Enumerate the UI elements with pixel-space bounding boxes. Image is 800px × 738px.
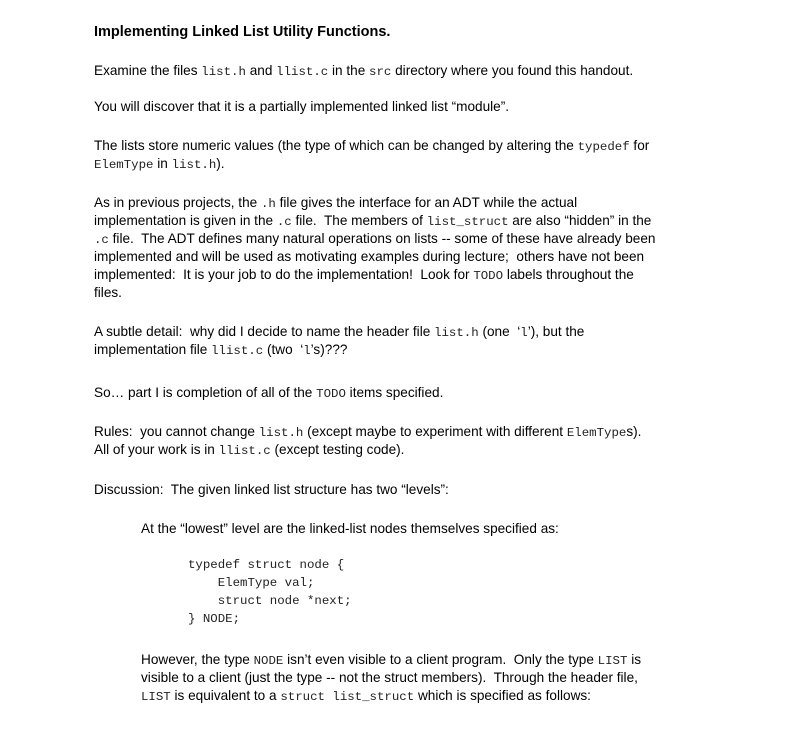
file-name-list-h: list.h <box>171 158 217 172</box>
text: (except testing code). <box>270 442 405 457</box>
text: isn’t even visible to a client program. Only the type <box>283 652 598 667</box>
text: and <box>245 63 277 78</box>
keyword-typedef: typedef <box>577 140 630 154</box>
text: directory where you found this handout. <box>391 63 634 78</box>
ext-h: .h <box>260 197 276 211</box>
text: However, the type <box>141 652 254 667</box>
text: is equivalent to a <box>170 688 281 703</box>
type-list-struct: list_struct <box>426 215 509 229</box>
text: file. The ADT defines many natural operations on lists -- some of these have already been <box>108 231 656 246</box>
letter-l: l <box>303 344 311 358</box>
ext-c: .c <box>94 233 109 247</box>
label-todo: TODO <box>316 387 346 401</box>
text: (except maybe to experiment with different <box>303 424 567 439</box>
dir-name-src: src <box>369 65 392 79</box>
text: in the <box>328 63 370 78</box>
file-name-list-h: list.h <box>258 426 304 440</box>
paragraph-previous-projects-line5 <box>94 266 634 285</box>
paragraph-examine-files <box>94 62 633 81</box>
text: which is specified as follows: <box>414 688 591 703</box>
type-elemtype: ElemType <box>566 426 627 440</box>
text: The lists store numeric values (the type of which can be changed by altering the <box>94 138 578 153</box>
text: implementation is given in the <box>94 213 277 228</box>
paragraph-subtle-detail-line2 <box>94 341 347 360</box>
text: A subtle detail: why did I decide to name the header file <box>94 324 435 339</box>
text: ’s)??? <box>310 342 348 357</box>
paragraph-however-line3 <box>141 687 591 706</box>
paragraph-part-one <box>94 384 443 403</box>
paragraph-lowest-level: At the “lowest” level are the linked-list nodes themselves specified as: <box>141 521 559 536</box>
code-line-2: ElemType val; <box>188 576 315 590</box>
text: So… part I is completion of all of the <box>94 385 317 400</box>
paragraph-however-line1 <box>141 651 641 670</box>
label-todo: TODO <box>473 269 504 283</box>
text: Examine the files <box>94 63 202 78</box>
text: s). <box>626 424 642 439</box>
text: items specified. <box>345 385 444 400</box>
code-line-3: struct node *next; <box>188 594 352 608</box>
type-node: NODE <box>253 654 284 668</box>
text: ’), but the <box>527 324 585 339</box>
text: All of your work is in <box>94 442 219 457</box>
type-list: LIST <box>597 654 628 668</box>
text: Rules: you cannot change <box>94 424 259 439</box>
text: ). <box>216 156 225 171</box>
text: implementation file <box>94 342 212 357</box>
code-line-4: } NODE; <box>188 612 241 626</box>
paragraph-previous-projects-line1 <box>94 194 577 213</box>
file-name-llist-c: llist.c <box>276 65 329 79</box>
text: (one ‘ <box>478 324 521 339</box>
type-list: LIST <box>141 690 171 704</box>
text: are also “hidden” in the <box>508 213 652 228</box>
ext-c: .c <box>276 215 292 229</box>
paragraph-numeric-values-line1 <box>94 137 649 156</box>
paragraph-previous-projects-line2 <box>94 212 651 231</box>
text: for <box>629 138 650 153</box>
paragraph-however-line2: visible to a client (just the type -- not the struct members). Through the header file, <box>141 670 638 685</box>
paragraph-previous-projects-line4: implemented and will be used as motivating examples during lecture; others have not been <box>94 249 645 264</box>
letter-l: l <box>520 326 528 340</box>
paragraph-subtle-detail-line1 <box>94 323 584 342</box>
file-name-list-h: list.h <box>201 65 246 79</box>
text: in <box>153 156 172 171</box>
text: labels throughout the <box>503 267 634 282</box>
paragraph-previous-projects-line6: files. <box>94 285 122 300</box>
type-elemtype: ElemType <box>94 158 154 172</box>
paragraph-rules-line1 <box>94 423 641 442</box>
text: file gives the interface for an ADT while the actual <box>275 195 578 210</box>
code-line-1: typedef struct node { <box>188 558 345 572</box>
paragraph-numeric-values-line2 <box>94 155 225 174</box>
text: is <box>627 652 642 667</box>
text: implemented: It is your job to do the implementation! Look for <box>94 267 474 282</box>
paragraph-rules-line2 <box>94 441 404 460</box>
file-name-list-h: list.h <box>434 326 479 340</box>
paragraph-previous-projects-line3 <box>94 230 655 249</box>
text: file. The members of <box>291 213 427 228</box>
text: As in previous projects, the <box>94 195 261 210</box>
text: (two ‘ <box>263 342 304 357</box>
page-title: Implementing Linked List Utility Functions. <box>94 24 391 40</box>
file-name-llist-c: llist.c <box>211 344 264 358</box>
paragraph-module: You will discover that it is a partially implemented linked list “module”. <box>94 99 510 114</box>
file-name-llist-c: llist.c <box>218 444 271 458</box>
type-struct-list-struct: struct list_struct <box>280 690 415 704</box>
paragraph-discussion: Discussion: The given linked list structure has two “levels”: <box>94 482 449 497</box>
